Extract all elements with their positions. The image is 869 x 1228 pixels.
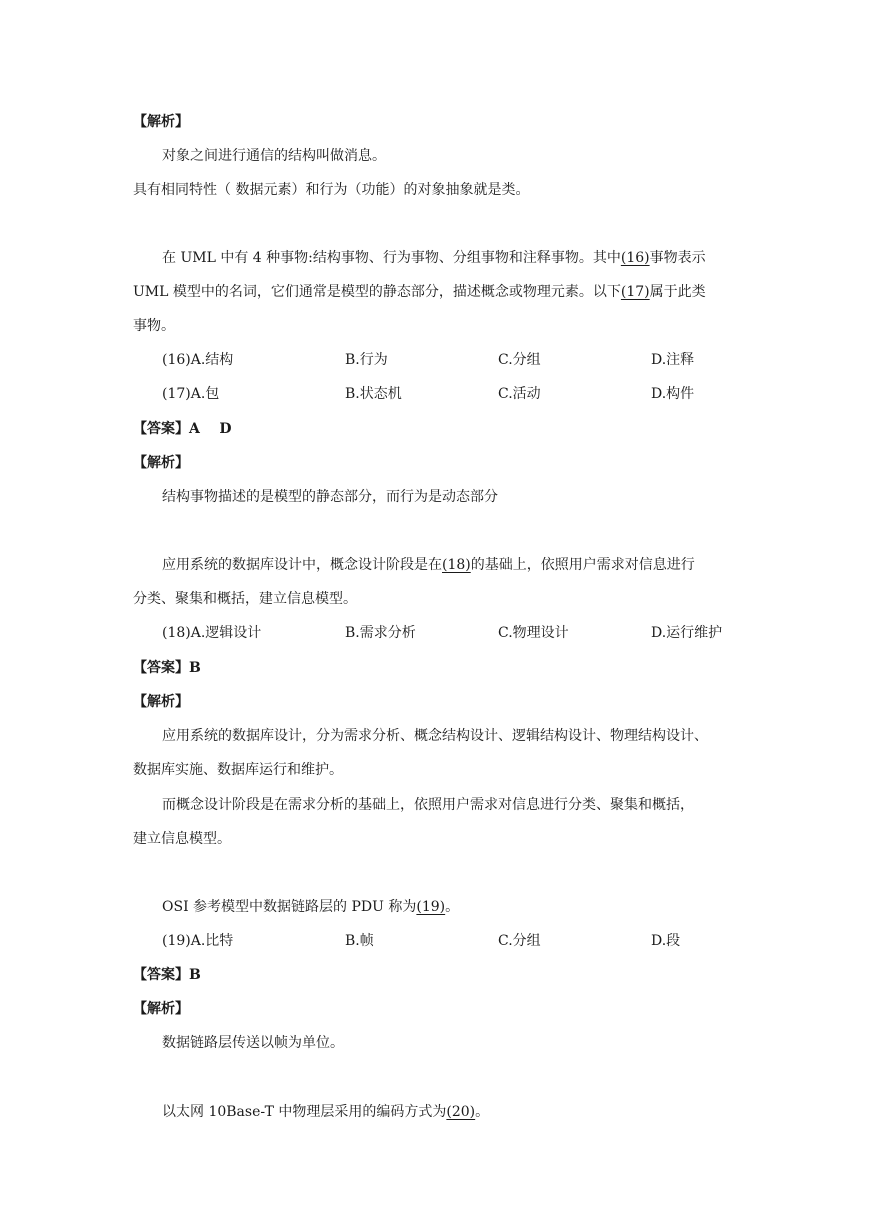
analysis-text: 对象之间进行通信的结构叫做消息。 (162, 148, 386, 164)
analysis-label: 【解析】 (133, 455, 189, 471)
analysis-label: 【解析】 (133, 1001, 189, 1017)
question-text: 。 (445, 899, 460, 915)
question-19-text (162, 897, 459, 917)
analysis-text: 建立信息模型。 (133, 831, 231, 847)
question-20-text (162, 1102, 489, 1122)
analysis-label: 【解析】 (133, 694, 189, 710)
question-18-text: 分类、聚集和概括，建立信息模型。 (133, 591, 357, 607)
question-text: 以太网 10Base-T 中物理层采用的编码方式为 (162, 1104, 447, 1120)
option-c: C.物理设计 (498, 625, 569, 641)
option-d: D.运行维护 (651, 625, 723, 641)
answer-label: 【答案】A D (133, 421, 232, 437)
question-text: OSI 参考模型中数据链路层的 PDU 称为 (162, 899, 417, 915)
question-16-text (162, 248, 706, 268)
question-18-text (162, 555, 695, 575)
option-b: B.行为 (345, 352, 388, 368)
blank-16: (16) (620, 250, 650, 266)
question-text: 在 UML 中有 4 种事物:结构事物、行为事物、分组事物和注释事物。其中 (162, 250, 621, 266)
option-b: B.帧 (345, 933, 374, 949)
blank-18: (18) (442, 557, 471, 573)
blank-19: (19) (416, 899, 446, 915)
option-a: (19)A.比特 (162, 933, 234, 949)
blank-17: (17) (620, 284, 650, 300)
question-text: UML 模型中的名词，它们通常是模型的静态部分，描述概念或物理元素。以下 (133, 284, 621, 300)
analysis-text: 而概念设计阶段是在需求分析的基础上，依照用户需求对信息进行分类、聚集和概括， (162, 797, 694, 813)
option-d: D.注释 (651, 352, 695, 368)
answer-label: 【答案】B (133, 660, 201, 676)
analysis-text: 应用系统的数据库设计，分为需求分析、概念结构设计、逻辑结构设计、物理结构设计、 (162, 728, 708, 744)
option-c: C.分组 (498, 352, 541, 368)
question-text: 的基础上，依照用户需求对信息进行 (470, 557, 695, 573)
analysis-label: 【解析】 (133, 114, 189, 130)
option-d: D.段 (651, 933, 681, 949)
option-a: (18)A.逻辑设计 (162, 625, 262, 641)
question-text: 属于此类 (649, 284, 706, 300)
option-d: D.构件 (651, 386, 695, 402)
option-c: C.活动 (498, 386, 541, 402)
analysis-text: 数据库实施、数据库运行和维护。 (133, 762, 343, 778)
analysis-text: 结构事物描述的是模型的静态部分，而行为是动态部分 (162, 489, 498, 505)
blank-20: (20) (446, 1104, 476, 1120)
question-16-text: 事物。 (133, 318, 175, 334)
option-b: B.需求分析 (345, 625, 416, 641)
option-b: B.状态机 (345, 386, 402, 402)
question-text: 。 (475, 1104, 490, 1120)
answer-label: 【答案】B (133, 967, 201, 983)
analysis-text: 具有相同特性（ 数据元素）和行为（功能）的对象抽象就是类。 (133, 182, 530, 198)
question-text: 事物表示 (649, 250, 706, 266)
question-text: 应用系统的数据库设计中，概念设计阶段是在 (162, 557, 442, 573)
option-c: C.分组 (498, 933, 541, 949)
option-a: (17)A.包 (162, 386, 220, 402)
question-16-text (133, 282, 706, 302)
option-a: (16)A.结构 (162, 352, 234, 368)
analysis-text: 数据链路层传送以帧为单位。 (162, 1035, 344, 1051)
